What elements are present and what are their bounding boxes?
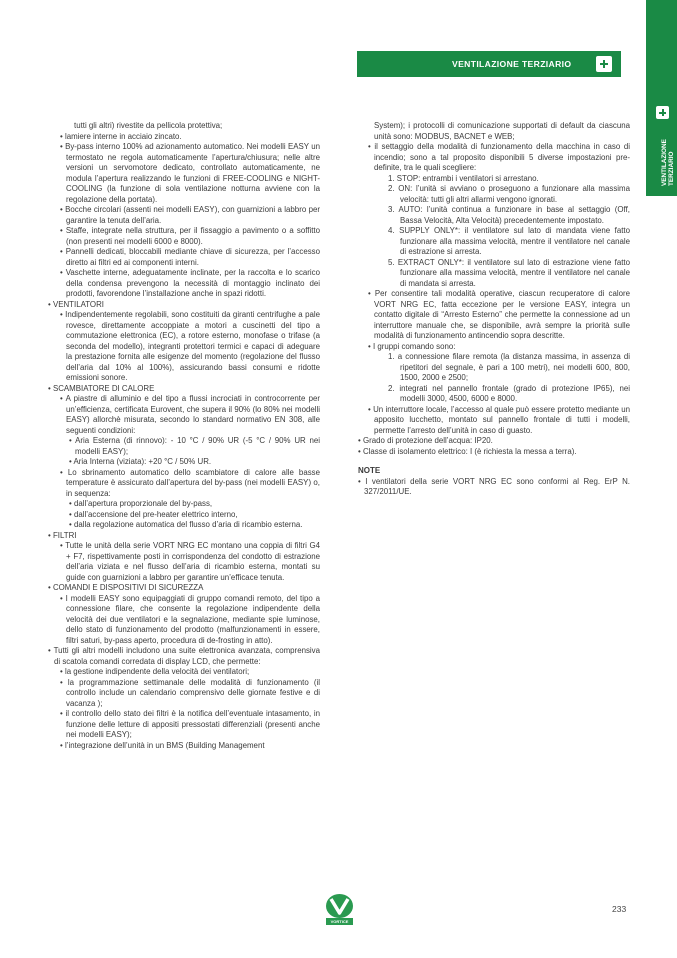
logo-text: VORTICE	[326, 918, 353, 925]
numbered-item: 2. ON: l’unità si avviano o proseguono a funzionare alla massima velocità: tutti gli altri allarmi vengono ignorati.	[388, 184, 630, 204]
list-item: • Un interruttore locale, l’accesso al quale può essere protetto mediante un apposito lucchetto, montato sul pannello frontale di tutti i modelli, permette l’arresto dell’unità in caso di guasto.	[368, 404, 630, 435]
numbered-item: 1. STOP: entrambi i ventilatori si arrestano.	[388, 173, 539, 183]
side-tab	[646, 0, 677, 196]
list-item: • Classe di isolamento elettrico: I (è richiesta la messa a terra).	[358, 446, 577, 456]
list-item: • Pannelli dedicati, bloccabili mediante chiave di sicurezza, per l’accesso diretto ai filtri ed ai componenti interni.	[60, 247, 320, 267]
plus-icon	[656, 106, 669, 119]
list-item: • lamiere interne in acciaio zincato.	[60, 131, 182, 141]
numbered-item: 3. AUTO: l’unità continua a funzionare in base al settaggio (Off, Bassa Velocità, Alta Velocità) precedentemente impostato.	[388, 205, 630, 225]
list-item: • A piastre di alluminio e del tipo a flussi incrociati in controcorrente per un’efficienza, certificata Eurovent, che supera il 90% (lo 80% nei modelli EASY) allorchè misurata, secondo lo standard normativo EN 308, alle seguenti condizioni:	[60, 394, 320, 435]
list-item: • Aria Interna (viziata): +20 °C / 50% UR.	[69, 457, 212, 466]
section-heading: • SCAMBIATORE DI CALORE	[48, 383, 155, 393]
note-heading: NOTE	[358, 466, 381, 475]
list-item: • I modelli EASY sono equipaggiati di gruppo comandi remoto, del tipo a connessione filare, che consente la regolazione indipendente della velocità dei due ventilatori e la segnalazione, mediante spie luminose, dello stato di funzionamento del prodotto (malfunzionamenti in essere, filtri saturi, by-pass aperto, procedura di de-frosting in atto).	[60, 593, 320, 645]
list-item: • dall’accensione del pre-heater elettrico interno,	[69, 509, 238, 519]
list-item: • I gruppi comando sono:	[368, 341, 456, 351]
section-heading: • FILTRI	[48, 530, 77, 540]
paragraph: tutti gli altri) rivestite da pellicola protettiva;	[74, 121, 223, 130]
list-item: • Aria Esterna (di rinnovo): - 10 °C / 90% UR (-5 °C / 90% UR nei modelli EASY);	[69, 436, 320, 456]
list-item: • Tutte le unità della serie VORT NRG EC montano una coppia di filtri G4 + F7, rispettivamente posti in corrispondenza del condotto di estrazione dell’aria viziata e nel flusso dell’aria di ricambio esterna, montati su guide con guarnizioni a labbro per garantire un’efficace tenuta.	[60, 541, 320, 582]
list-item: • Grado di protezione dell’acqua: IP20.	[358, 436, 493, 445]
plus-icon	[596, 56, 612, 72]
list-item: • Bocche circolari (assenti nei modelli EASY), con guarnizioni a labbro per garantire la tenuta dell’aria.	[60, 205, 320, 225]
section-title: VENTILAZIONE TERZIARIO	[452, 59, 572, 69]
section-header	[357, 51, 621, 77]
list-item: • Vaschette interne, adeguatamente inclinate, per la raccolta e lo scarico della condensa prevengono la necessità di montaggio inclinato dei prodotti, favorendone l’installazione anche in spazi ridotti.	[60, 268, 320, 298]
vortice-logo	[326, 894, 353, 926]
list-item: • dall’apertura proporzionale del by-pass,	[69, 499, 213, 508]
numbered-item: 1. a connessione filare remota (la distanza massima, in assenza di ripetitori del segnale, è pari a 100 metri), nei modelli 600, 800, 1500, 2000 e 2500;	[388, 352, 630, 382]
numbered-item: 5. EXTRACT ONLY*: il ventilatore sul lato di estrazione viene fatto funzionare alla massima velocità, mentre il ventilatore nel canale di mandata si arresta.	[388, 257, 630, 288]
numbered-item: 2. integrati nel pannello frontale (grado di protezione IP65), nei modelli 3000, 4500, 6000 e 8000.	[388, 383, 630, 403]
list-item: • la gestione indipendente della velocità dei ventilatori;	[60, 667, 250, 676]
list-item: • By-pass interno 100% ad azionamento automatico. Nei modelli EASY un termostato ne regola automaticamente l’apertura/chiusura; nelle altre versioni un servomotore dedicato, controllato automaticamente, ne modula l’apertura realizzando le funzioni di FREE-COOLING e NIGHT-COOLING (la funzione di sola ventilazione notturna avviene con la regolazione della portata).	[60, 142, 320, 204]
list-item: • I ventilatori della serie VORT NRG EC sono conformi al Reg. ErP N. 327/2011/UE.	[358, 476, 630, 496]
paragraph: System); i protocolli di comunicazione supportati di default da ciascuna unità sono: MODBUS, BACNET e WEB;	[374, 121, 630, 141]
list-item: • Indipendentemente regolabili, sono costituiti da giranti centrifughe a pale rovesce, direttamente accoppiate a motori a cuscinetti del tipo a commutazione elettronica (EC), a rotore esterno, monofase o trifase (a seconda del modello), integranti protettori termici e capaci di adeguare la prestazione fornita alle esigenze del momento (regolazione del flusso dell’aria dal 10% al 100%), assicurando bassi consumi e ridotte emissioni sonore.	[60, 310, 320, 382]
text-column-right	[358, 121, 630, 498]
section-heading: • VENTILATORI	[48, 299, 104, 309]
list-item: • Per consentire tali modalità operative, ciascun recuperatore di calore VORT NRG EC, fatta eccezione per le versione EASY, integra un contatto digitale di “Arresto Esterno” che permette la connessione ad un interruttore manuale che, se disponibile, avrà sempre la priorità sulle modalità di funzionamento antincendio sopra descritte.	[368, 289, 630, 340]
list-item: • la programmazione settimanale delle modalità di funzionamento (il controllo include un calendario comprensivo delle giornate festive e di vacanza );	[60, 677, 320, 708]
page-number: 233	[612, 904, 627, 914]
numbered-item: 4. SUPPLY ONLY*: il ventilatore sul lato di mandata viene fatto funzionare alla massima velocità, mentre il ventilatore nel canale di estrazione si arresta.	[388, 226, 630, 256]
logo-icon	[326, 894, 353, 918]
list-item: • dalla regolazione automatica del flusso d’aria di ricambio esterna.	[69, 520, 303, 529]
list-item: • Lo sbrinamento automatico dello scambiatore di calore alle basse temperature è assicurato dall’apertura del by-pass (nei modelli EASY) o, in sequenza:	[60, 467, 320, 498]
section-heading: • COMANDI E DISPOSITIVI DI SICUREZZA	[48, 583, 204, 592]
list-item: • Staffe, integrate nella struttura, per il fissaggio a pavimento o a soffitto (non presenti nei modelli 6000 e 8000).	[60, 226, 320, 246]
list-item: • il controllo dello stato dei filtri è la notifica dell’eventuale intasamento, in funzione delle letture di appositi pressostati differenziali (presenti anche nei modelli EASY);	[60, 709, 320, 739]
text-column-left	[48, 121, 320, 751]
side-tab-label: VENTILAZIONE TERZIARIO	[661, 139, 676, 186]
list-item: • Tutti gli altri modelli includono una suite elettronica avanzata, comprensiva di scatola comandi corredata di display LCD, che permette:	[48, 646, 320, 666]
list-item: • il settaggio della modalità di funzionamento della macchina in caso di incendio; sono a tal proposito disponibili 5 diverse impostazioni pre-definite, tra le quali scegliere:	[368, 142, 630, 172]
list-item: • l’integrazione dell’unità in un BMS (Building Management	[60, 740, 265, 750]
